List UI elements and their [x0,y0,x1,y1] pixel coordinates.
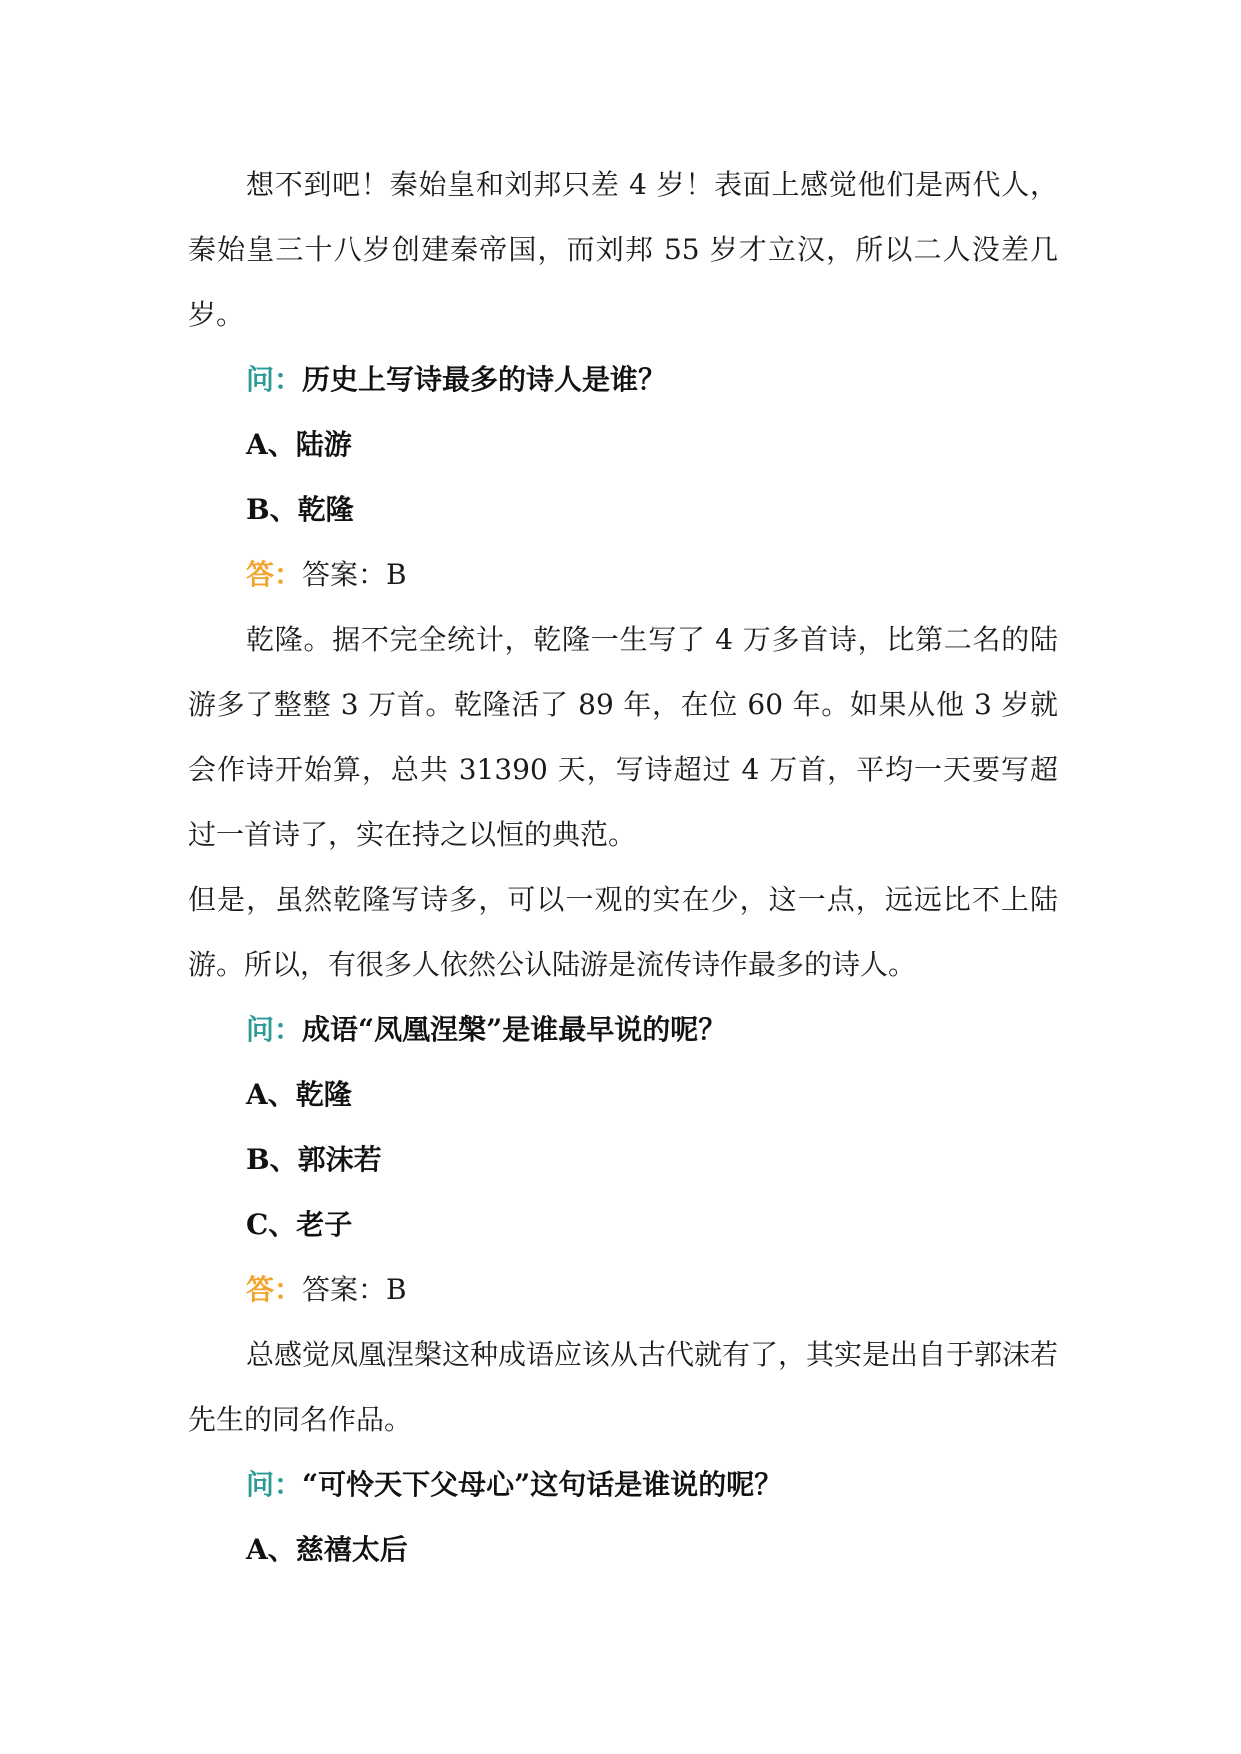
question-2 [188,997,1058,1062]
answer-label: 答： [246,1273,303,1306]
q1-option-a: A、陆游 [246,428,352,461]
question-3 [188,1452,1058,1517]
q2-option-b: B、郭沫若 [246,1143,382,1176]
intro-paragraph: 想不到吧！秦始皇和刘邦只差 4 岁！表面上感觉他们是两代人，秦始皇三十八岁创建秦帝国，而刘邦 55 岁才立汉，所以二人没差几岁。 [188,168,1058,331]
question-1 [188,347,1058,412]
question-text: “可怜天下父母心”这句话是谁说的呢？ [302,1468,783,1501]
q2-explanation: 总感觉凤凰涅槃这种成语应该从古代就有了，其实是出自于郭沫若先生的同名作品。 [188,1338,1059,1436]
q1-explanation-1: 乾隆。据不完全统计，乾隆一生写了 4 万多首诗，比第二名的陆游多了整整 3 万首。乾隆活了 89 年，在位 60 年。如果从他 3 岁就会作诗开始算，总共 31390 天，写诗超过 4 万首，平均一天要写超过一首诗了，实在持之以恒的典范。 [188,623,1058,851]
answer-text: 答案：B [302,558,407,591]
question-label: 问： [246,1013,303,1046]
answer-label: 答： [246,558,303,591]
document-page [188,152,1058,1582]
question-text: 历史上写诗最多的诗人是谁？ [302,363,667,396]
q2-option-c: C、老子 [246,1208,353,1241]
q2-option-a: A、乾隆 [246,1078,352,1111]
q1-explanation-2: 但是，虽然乾隆写诗多，可以一观的实在少，这一点，远远比不上陆游。所以，有很多人依然公认陆游是流传诗作最多的诗人。 [188,883,1058,981]
answer-2 [188,1257,1058,1322]
answer-text: 答案：B [302,1273,407,1306]
q1-option-b: B、乾隆 [246,493,354,526]
q3-option-a: A、慈禧太后 [246,1533,408,1566]
question-text: 成语“凤凰涅槃”是谁最早说的呢？ [302,1013,727,1046]
question-label: 问： [246,363,303,396]
question-label: 问： [246,1468,303,1501]
answer-1 [188,542,1058,607]
